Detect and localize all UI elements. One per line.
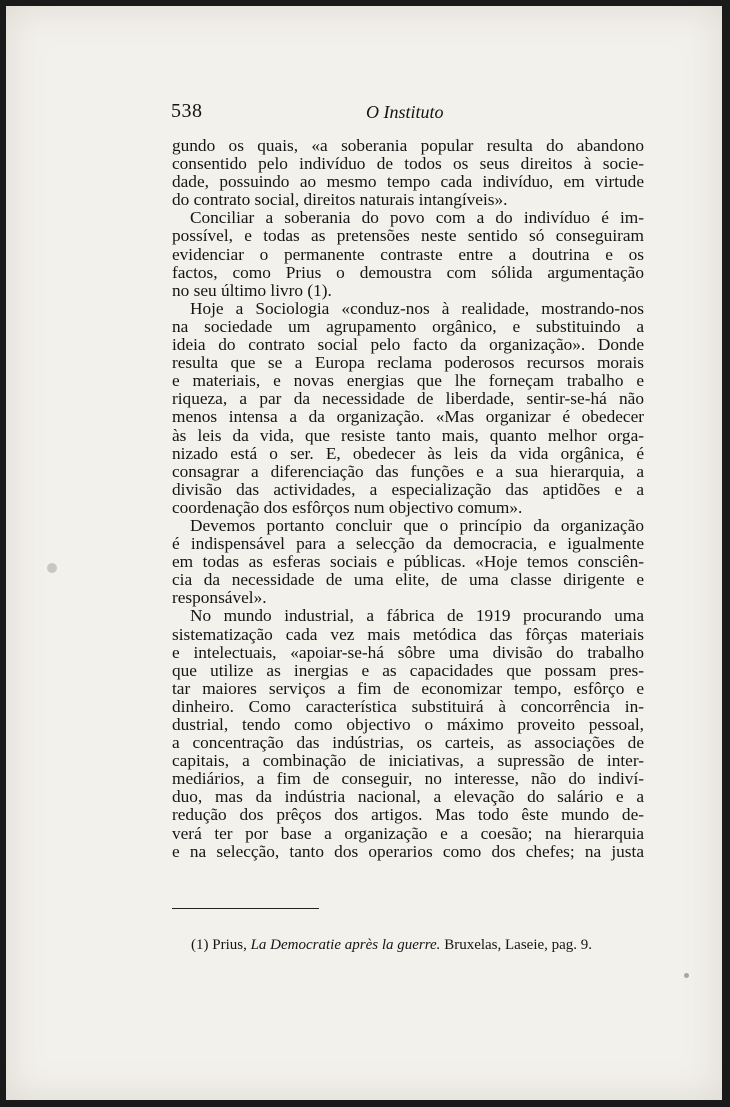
text-line: capitais, a combinação de iniciativas, a supressão de inter-	[172, 751, 644, 771]
footnote-title: La Democratie après la guerre.	[250, 937, 441, 953]
page-number: 538	[171, 100, 203, 122]
text-line: mediários, a fim de conseguir, no interesse, não do indiví-	[172, 769, 644, 789]
text-line: possível, e todas as pretensões neste sentido só conseguiram	[172, 226, 644, 246]
text-line: é indispensável para a selecção da democracia, e igualmente	[172, 534, 644, 554]
text-line: ideia do contrato social pelo facto da organização». Donde	[172, 335, 644, 355]
text-line: menos intensa a da organização. «Mas organizar é obedecer	[172, 407, 644, 427]
body-text	[172, 137, 644, 861]
text-line: cia da necessidade de uma elite, de uma classe dirigente e	[172, 570, 644, 590]
text-line: na sociedade um agrupamento orgânico, e substituindo a	[172, 316, 644, 336]
text-line: Conciliar a soberania do povo com a do indivíduo é im-	[190, 208, 644, 228]
text-line: sistematização cada vez mais metódica das fôrças materiais	[172, 624, 644, 644]
text-line: evidenciar o permanente contraste entre a doutrina e os	[172, 244, 644, 264]
footnote	[191, 936, 651, 954]
text-line: coordenação dos esfôrços num objectivo comum».	[172, 497, 523, 517]
footnote-publisher: Bruxelas, Laseie, pag. 9.	[444, 937, 593, 953]
paper-speck	[684, 973, 689, 978]
text-line: do contrato social, direitos naturais intangíveis».	[172, 190, 508, 210]
text-line: redução dos prêços dos artigos. Mas todo êste mundo de-	[172, 805, 644, 825]
footnote-marker: (1)	[191, 937, 209, 953]
text-line: factos, como Prius o demoustra com sólida argumentação	[172, 262, 644, 282]
text-line: Devemos portanto concluir que o princípio da organização	[190, 515, 644, 535]
text-line: No mundo industrial, a fábrica de 1919 procurando uma	[190, 606, 644, 626]
text-line: consagrar a diferenciação das funções e a sua hierarquia, a	[172, 461, 644, 481]
text-line: dustrial, tendo como objectivo o máximo proveito pessoal,	[172, 715, 644, 734]
text-line: nizado está o ser. E, obedecer às leis da vida orgânica, é	[172, 443, 644, 463]
text-line: consentido pelo indivíduo de todos os seus direitos à socie-	[172, 154, 644, 174]
text-line: duo, mas da indústria nacional, a elevação do salário e a	[172, 787, 644, 807]
text-line: Hoje a Sociologia «conduz-nos à realidade, mostrando-nos	[190, 298, 644, 318]
text-line: no seu último livro (1).	[172, 280, 332, 300]
text-line: tar maiores serviços a fim de economizar tempo, esfôrço e	[172, 678, 644, 698]
text-line: e materiais, e novas energias que lhe forneçam trabalho e	[172, 371, 644, 391]
text-line: responsável».	[172, 588, 267, 608]
text-line: a concentração das indústrias, os carteis, as associações de	[172, 733, 644, 753]
text-line: que utilize as inergias e as capacidades que possam pres-	[172, 660, 644, 680]
text-line: dinheiro. Como característica substituirá à concorrência in-	[172, 696, 644, 716]
page-header	[171, 100, 651, 126]
footnote-divider	[172, 908, 319, 909]
text-line: em todas as esferas sociais e públicas. «Hoje temos consciên-	[172, 552, 644, 572]
footnote-author: Prius,	[212, 937, 247, 953]
book-page	[6, 6, 722, 1100]
text-line: e intelectuais, «apoiar-se-há sôbre uma divisão do trabalho	[172, 642, 644, 662]
text-line: e na selecção, tanto dos operarios como dos chefes; na justa	[172, 841, 644, 861]
running-title: O Instituto	[366, 102, 444, 122]
text-line: riqueza, a par da necessidade de liberdade, sentir-se-há não	[172, 389, 644, 409]
text-line: dade, possuindo ao mesmo tempo cada indivíduo, em virtude	[172, 172, 644, 192]
paper-speck	[47, 563, 57, 573]
text-line: divisão das actividades, a especialização das aptidões e a	[172, 479, 644, 499]
text-line: verá ter por base a organização e a coesão; na hierarquia	[172, 823, 644, 843]
text-line: gundo os quais, «a soberania popular resulta do abandono	[172, 136, 644, 155]
text-line: às leis da vida, que resiste tanto mais, quanto melhor orga-	[172, 425, 644, 445]
text-line: resulta que se a Europa reclama poderosos recursos morais	[172, 353, 644, 373]
